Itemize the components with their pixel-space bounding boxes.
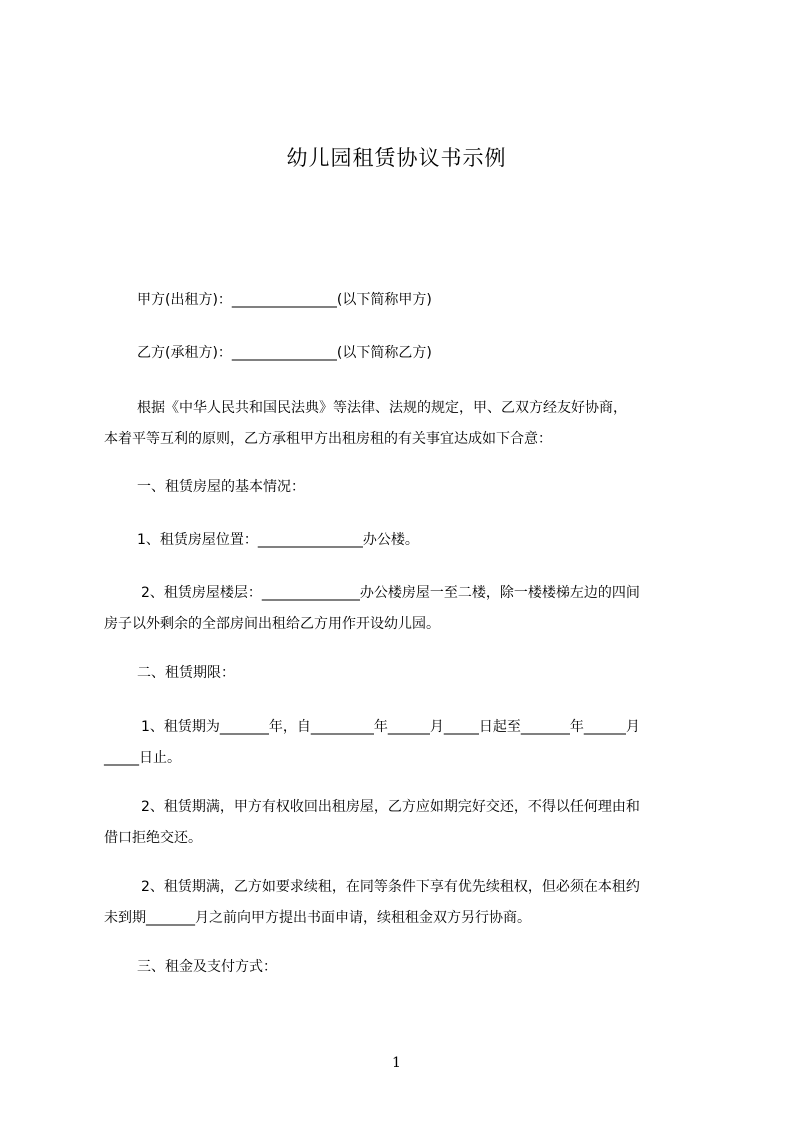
clause-1-2 (104, 578, 714, 640)
paragraph-line: 房子以外剩余的全部房间出租给乙方用作开设幼儿园。 (104, 616, 440, 632)
heading-text: 一、租赁房屋的基本情况： (137, 479, 305, 495)
section-heading-3 (104, 952, 714, 983)
paragraph-line: 2、租赁期满，乙方如要求续租，在同等条件下享有优先续租权，但必须在本租约 (141, 879, 640, 895)
page-number: 1 (392, 1055, 401, 1071)
preamble-paragraph (104, 393, 714, 455)
paragraph-line: 2、租赁期满，甲方有权收回出租房屋，乙方应如期完好交还，不得以任何理由和 (141, 799, 640, 815)
paragraph-line: 1、租赁房屋位置：_______________办公楼。 (137, 532, 419, 548)
clause-2-1 (104, 712, 714, 774)
section-heading-2 (104, 658, 714, 689)
paragraph-line: 根据《中华人民共和国民法典》等法律、法规的规定，甲、乙双方经友好协商， (137, 400, 627, 416)
paragraph-line: 借口拒绝交还。 (104, 830, 202, 846)
clause-2-3 (104, 872, 714, 934)
clause-1-1 (104, 525, 714, 556)
heading-text: 二、租赁期限： (137, 665, 235, 681)
paragraph-line: 2、租赁房屋楼层：______________办公楼房屋一至二楼，除一楼楼梯左边的四间 (141, 585, 640, 601)
heading-text: 三、租金及支付方式： (137, 959, 277, 975)
paragraph-line: 本着平等互利的原则，乙方承租甲方出租房租的有关事宜达成如下合意： (104, 431, 552, 447)
section-heading-1 (104, 472, 714, 503)
paragraph-line: 1、租赁期为_______年，自_________年______月_____日起至_______年______月 (141, 719, 640, 735)
paragraph-line: _____日止。 (104, 750, 181, 766)
party-a-line (104, 285, 714, 316)
document-title: 幼儿园租赁协议书示例 (286, 146, 507, 170)
party-b-line (104, 338, 714, 369)
paragraph-line: 乙方(承租方)：_______________(以下简称乙方) (137, 345, 432, 361)
paragraph-line: 甲方(出租方)：_______________(以下简称甲方) (137, 292, 432, 308)
clause-2-2 (104, 792, 714, 854)
paragraph-line: 未到期_______月之前向甲方提出书面申请，续租租金双方另行协商。 (104, 910, 531, 926)
